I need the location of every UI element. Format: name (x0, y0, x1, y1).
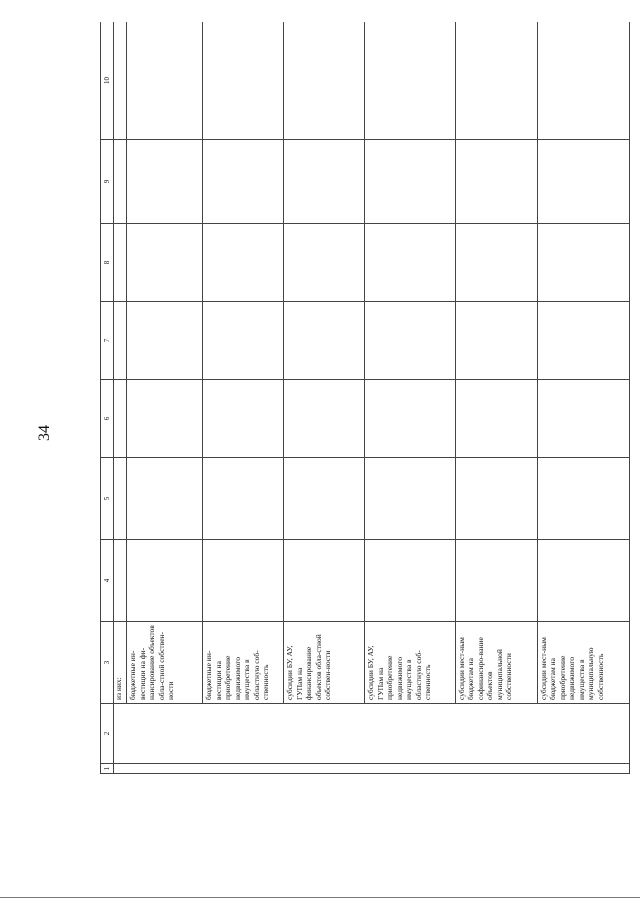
table-cell (537, 380, 629, 458)
table-cell (455, 380, 537, 458)
table-cell (127, 302, 203, 380)
table-cell (203, 224, 284, 302)
column-number: 5 (101, 458, 114, 540)
table-row (365, 22, 455, 774)
table-row (537, 22, 629, 774)
table-cell (537, 540, 629, 622)
column-number: 7 (101, 302, 114, 380)
column-number: 10 (101, 22, 114, 140)
table-row (114, 22, 127, 774)
table-cell (455, 540, 537, 622)
table-cell (455, 458, 537, 540)
table-cell (284, 224, 365, 302)
table-cell (203, 380, 284, 458)
page-bottom-line (0, 897, 640, 898)
column-number: 3 (101, 622, 114, 704)
table-cell (284, 140, 365, 224)
table-cell (284, 458, 365, 540)
table-cell (455, 22, 537, 140)
row-description: субсидии БУ, АУ, ГУПам на финансирование объектов обла-стной собствен-ности (284, 622, 365, 704)
table-cell (203, 22, 284, 140)
table-row (127, 22, 203, 774)
table-cell (537, 302, 629, 380)
table-row (284, 22, 365, 774)
row-description: субсидии мест-ным бюджетам на приобретение недвижимого имущества в муниципальную собственность (537, 622, 629, 704)
table-cell (365, 458, 455, 540)
table-cell (114, 22, 127, 140)
table-cell (127, 224, 203, 302)
table-cell (455, 140, 537, 224)
table-cell (203, 302, 284, 380)
table-cell (127, 140, 203, 224)
table-row (455, 22, 537, 774)
table-cell (455, 302, 537, 380)
table-cell (284, 22, 365, 140)
column-number: 8 (101, 224, 114, 302)
table-cell (365, 540, 455, 622)
table-cell (203, 540, 284, 622)
row-description: из них: (114, 622, 127, 704)
column-number: 9 (101, 140, 114, 224)
table-cell (365, 224, 455, 302)
table-cell (455, 224, 537, 302)
table-cell (537, 22, 629, 140)
table-cell (284, 302, 365, 380)
table-cell (114, 458, 127, 540)
table-cell (365, 380, 455, 458)
table-cell (114, 224, 127, 302)
column-number: 1 (101, 764, 114, 774)
row-description: субсидии мест-ным бюджетам на софинансиро-вание объектов муниципальной собственности (455, 622, 537, 704)
table-cell (203, 458, 284, 540)
table-cell (114, 704, 630, 764)
table-cell (203, 140, 284, 224)
table-cell (284, 540, 365, 622)
table-cell (127, 22, 203, 140)
table-cell (114, 140, 127, 224)
rotated-table (100, 22, 630, 774)
column-number: 6 (101, 380, 114, 458)
table-cell (365, 22, 455, 140)
table-cell (537, 458, 629, 540)
table-cell (365, 140, 455, 224)
table-cell (537, 140, 629, 224)
financing-table (100, 22, 630, 774)
column-number-row (101, 22, 114, 774)
table-cell (114, 302, 127, 380)
table-cell (127, 380, 203, 458)
page-number: 34 (36, 425, 53, 441)
table-cell (114, 380, 127, 458)
table-cell (365, 302, 455, 380)
row-description: бюджетные ин-вестиции на приобретение недвижимого имущества в областную соб-ственность (203, 622, 284, 704)
table-cell (114, 764, 630, 774)
rotated-table-wrapper (100, 22, 630, 774)
table-cell (114, 540, 127, 622)
table-cell (127, 458, 203, 540)
table-cell (127, 540, 203, 622)
table-cell (537, 224, 629, 302)
row-description: субсидии БУ, АУ, ГУПам на приобретение недвижимого имущества в областную соб-ственность (365, 622, 455, 704)
column-number: 2 (101, 704, 114, 764)
table-cell (284, 380, 365, 458)
row-description: бюджетные ин-вестиции на фи-нансирование объектов обла-стной собствен-ности (127, 622, 203, 704)
column-number: 4 (101, 540, 114, 622)
table-row (203, 22, 284, 774)
